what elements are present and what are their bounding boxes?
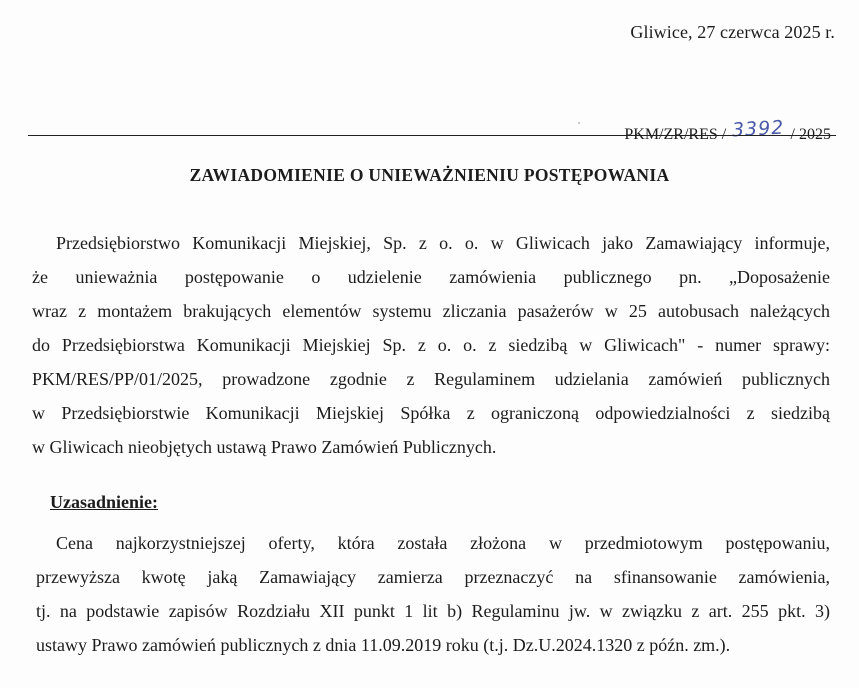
handwritten-reference-number: 3392 — [731, 116, 786, 142]
reference-suffix: / 2025 — [790, 126, 831, 143]
body-line: w Gliwicach nieobjętych ustawą Prawo Zamówień Publicznych. — [32, 437, 497, 457]
document-title: ZAWIADOMIENIE O UNIEWAŻNIENIU POSTĘPOWANIA — [189, 165, 670, 185]
notice-body — [32, 226, 830, 464]
justification-line: tj. na podstawie zapisów Rozdziału XII punkt 1 lit b) Regulaminu jw. w związku z art. 255 pkt. 3) — [36, 601, 830, 621]
scan-speck — [578, 122, 580, 124]
body-line: do Przedsiębiorstwa Komunikacji Miejskiej Sp. z o. o. z siedzibą w Gliwicach" - numer sprawy: — [32, 335, 830, 355]
body-line: wraz z montażem brakujących elementów systemu zliczania pasażerów w 25 autobusach należących — [32, 301, 830, 321]
body-line: Przedsiębiorstwo Komunikacji Miejskiej, Sp. z o. o. w Gliwicach jako Zamawiający informuje, — [56, 233, 830, 253]
header-divider — [28, 135, 836, 136]
place-date: Gliwice, 27 czerwca 2025 r. — [630, 22, 835, 42]
body-line: PKM/RES/PP/01/2025, prowadzone zgodnie z Regulaminem udzielania zamówień publicznych — [32, 369, 830, 389]
body-line: że unieważnia postępowanie o udzielenie zamówienia publicznego pn. „Doposażenie — [32, 267, 830, 287]
justification-heading: Uzasadnienie: — [50, 492, 158, 512]
justification-line: ustawy Prawo zamówień publicznych z dnia 11.09.2019 roku (t.j. Dz.U.2024.1320 z późn. zm.). — [36, 635, 731, 655]
reference-prefix: PKM/ZR/RES / — [624, 126, 727, 143]
reference-number — [624, 116, 831, 144]
justification-line: Cena najkorzystniejszej oferty, która została złożona w przedmiotowym postępowaniu, — [56, 533, 830, 553]
justification-body — [36, 526, 830, 662]
justification-line: przewyższa kwotę jaką Zamawiający zamierza przeznaczyć na sfinansowanie zamówienia, — [36, 567, 830, 587]
body-line: w Przedsiębiorstwie Komunikacji Miejskiej Spółka z ograniczoną odpowiedzialności z siedzibą — [32, 403, 830, 423]
